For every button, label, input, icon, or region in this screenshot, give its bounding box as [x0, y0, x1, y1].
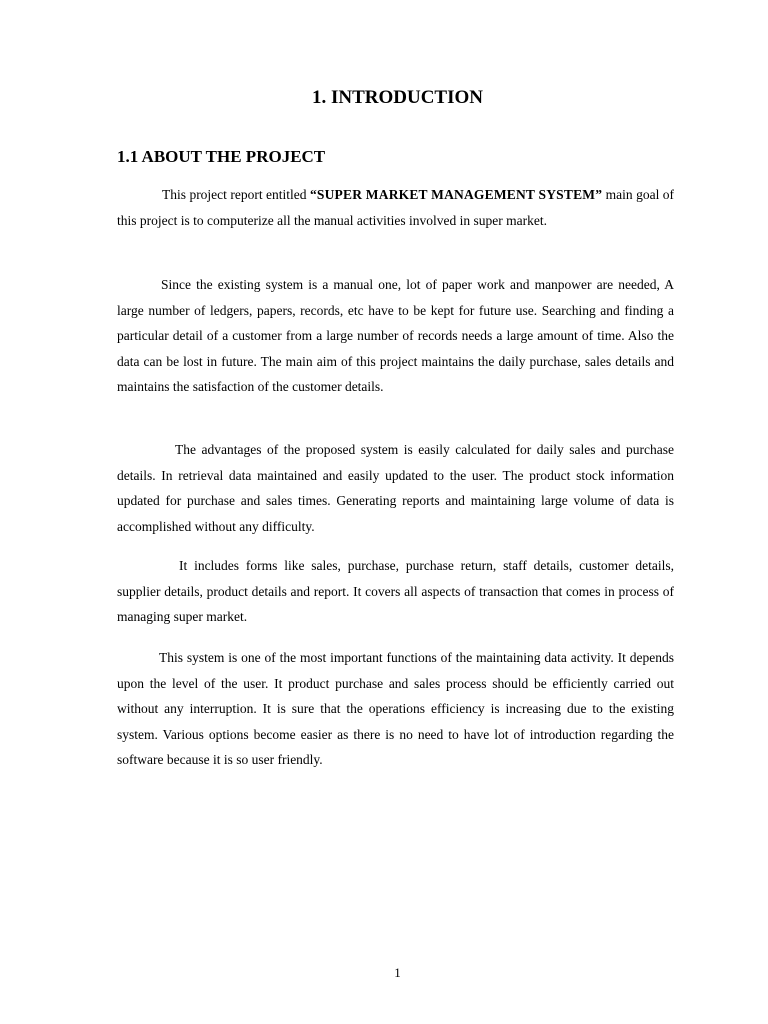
paragraph-existing-system: Since the existing system is a manual one, lot of paper work and manpower are needed, A large number of ledgers, papers, records, etc have to be kept for future use. Searching and finding a particular detail of a customer from a large number of records needs a large amount of time. Also the data can be lost in future. The main aim of this project maintains the daily purchase, sales details and maintains the satisfaction of the customer details. — [117, 277, 674, 394]
paragraph-advantages: The advantages of the proposed system is easily calculated for daily sales and purchase details. In retrieval data maintained and easily updated to the user. The product stock information updated for purchase and sales times. Generating reports and maintaining large volume of data is accomplished without any difficulty. — [117, 442, 674, 534]
paragraph-system-functions: This system is one of the most important functions of the maintaining data activity. It depends upon the level of the user. It product purchase and sales process should be efficiently carried out without any interruption. It is sure that the operations efficiency is increasing due to the existing system. Various options become easier as there is no need to have lot of introduction regarding the software because it is so user friendly. — [117, 650, 674, 767]
project-title-emphasis: “SUPER MARKET MANAGEMENT SYSTEM” — [309, 187, 603, 202]
section-heading: 1.1 ABOUT THE PROJECT — [117, 147, 326, 166]
paragraph-text: main goal of this project is to computerize all the manual activities involved in super market. — [117, 187, 674, 228]
page-number: 1 — [394, 965, 401, 980]
paragraph-project-report — [117, 182, 674, 233]
chapter-title: 1. INTRODUCTION — [311, 87, 484, 108]
paragraph-forms: It includes forms like sales, purchase, purchase return, staff details, customer details, supplier details, product details and report. It covers all aspects of transaction that comes in process of managing super market. — [117, 558, 674, 624]
paragraph-text: This project report entitled — [162, 187, 310, 202]
